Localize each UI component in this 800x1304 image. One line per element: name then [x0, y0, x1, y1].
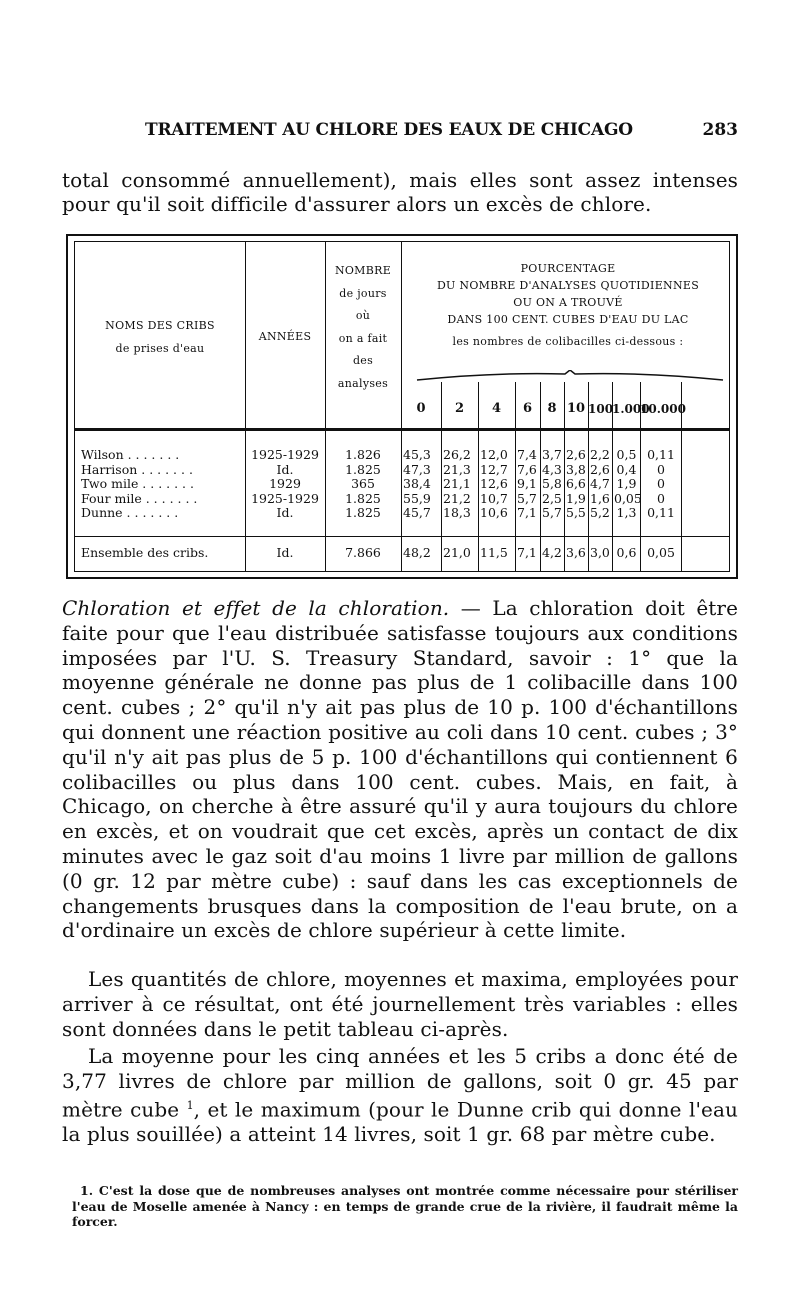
row-value: 1,9 — [566, 490, 586, 506]
row-value: 7,1 — [517, 545, 537, 560]
quantities-paragraph: Les quantités de chlore, moyennes et maxima, employées pour arriver à ce résultat, ont été journellement très variables : elles sont données dans le petit tableau ci-après. — [62, 967, 738, 1041]
row-year: 1925-1929 — [251, 447, 319, 462]
header-pct-line: DU NOMBRE D'ANALYSES QUOTIDIENNES — [436, 279, 700, 292]
row-value: 0,05 — [614, 490, 642, 506]
row-name: Four mile . . . . . . . — [81, 491, 198, 506]
table-inner-border — [74, 241, 730, 572]
header-year: ANNÉES — [258, 330, 312, 343]
row-value: 2,6 — [566, 447, 586, 462]
row-value: 10,7 — [480, 490, 508, 506]
row-value: 21,1 — [443, 476, 471, 491]
row-name: Wilson . . . . . . . — [81, 448, 180, 462]
pct-col-label: 8 — [547, 401, 557, 416]
row-count: 1.825 — [345, 461, 381, 477]
row-value: 0,11 — [647, 447, 675, 462]
row-name: Harrison . . . . . . . — [81, 462, 193, 477]
row-year: 1925-1929 — [251, 490, 319, 506]
row-name: Ensemble des cribs. — [81, 546, 209, 560]
chloration-paragraph — [62, 596, 738, 943]
row-value: 5,5 — [566, 505, 586, 520]
paragraph-text: , et le maximum (pour le Dunne crib qui donne l'eau la plus souillée) a atteint 14 livres, soit 1 gr. 68 par mètre cube. — [62, 1097, 738, 1147]
row-value: 26,2 — [443, 447, 471, 462]
row-value: 55,9 — [403, 490, 431, 506]
row-name: Two mile . . . . . . . — [81, 477, 194, 491]
row-count: 1.826 — [345, 447, 381, 462]
coliform-table — [66, 234, 738, 579]
row-value: 0 — [657, 461, 665, 477]
header-name-line: NOMS DES CRIBS — [105, 319, 215, 332]
row-value: 2,5 — [542, 490, 562, 506]
row-value: 0,5 — [616, 447, 637, 462]
row-value: 0 — [657, 490, 665, 506]
row-value: 1,9 — [616, 476, 637, 491]
running-title: TRAITEMENT AU CHLORE DES EAUX DE CHICAGO — [145, 120, 633, 140]
intro-paragraph: total consommé annuellement), mais elles sont assez intenses pour qu'il soit difficile d'assurer alors un excès de chlore. — [62, 168, 738, 216]
header-count-line: on a fait — [338, 331, 388, 345]
brace-flourish-icon — [415, 370, 725, 382]
row-value: 4,2 — [542, 545, 562, 560]
paragraph-text: La moyenne pour les cinq années et les 5 cribs a donc été de 3,77 livres de chlore par million de gallons, soit 0 gr. 45 par mètre cube — [62, 1044, 738, 1122]
pct-col-label: 2 — [454, 401, 465, 416]
row-count: 1.825 — [345, 490, 381, 506]
running-head — [145, 120, 738, 146]
col-rule — [245, 242, 246, 571]
row-value: 4,7 — [590, 476, 610, 491]
section-title: Chloration et effet de la chloration. — [62, 596, 450, 620]
row-value: 2,6 — [590, 461, 610, 477]
row-value: 12,7 — [480, 461, 508, 477]
row-value: 1,3 — [616, 505, 637, 520]
row-name: Dunne . . . . . . . — [81, 506, 179, 520]
row-value: 5,2 — [590, 505, 610, 520]
average-paragraph — [62, 1044, 738, 1147]
row-value: 12,6 — [480, 476, 508, 491]
row-value: 10,6 — [480, 505, 508, 520]
row-year: Id. — [276, 461, 294, 477]
row-value: 0,4 — [616, 461, 637, 477]
header-pct-line: POURCENTAGE — [520, 262, 616, 275]
pct-col-label: 10.000 — [640, 402, 686, 416]
header-pct-line: DANS 100 CENT. CUBES D'EAU DU LAC — [447, 313, 689, 326]
row-value: 9,1 — [517, 476, 537, 491]
row-value: 21,0 — [443, 545, 471, 560]
pct-col-label: 6 — [522, 401, 533, 416]
row-value: 7,1 — [517, 505, 537, 520]
pct-col-label: 0 — [416, 401, 426, 416]
page-number: 283 — [702, 120, 738, 140]
row-value: 47,3 — [403, 461, 431, 477]
row-year: 1929 — [269, 476, 301, 491]
row-value: 7,4 — [517, 447, 537, 462]
row-value: 21,3 — [443, 461, 471, 477]
row-value: 5,7 — [542, 505, 562, 520]
pct-col-label: 100 — [588, 402, 614, 416]
paragraph-text: — La chloration doit être faite pour que l'eau distribuée satisfasse toujours aux conditions imposées par l'U. S. Treasury Standard, savoir : 1° que la moyenne générale ne donne pas plus de 1 colibacille dans 100 cent. cubes ; 2° qu'il n'y ait pas plus de 10 p. 100 d'échantillons qui donnent une réaction positive au coli dans 10 cent. cubes ; 3° qu'il n'y ait pas plus de 5 p. 100 d'échantillons qui contiennent 6 colibacilles ou plus dans 100 cent. cubes. Mais, en fait, à Chicago, on cherche à être assuré qu'il y aura toujours du chlore en excès, et on voudrait que cet excès, après un contact de dix minutes avec le gaz soit d'au moins 1 livre par million de gallons (0 gr. 12 par mètre cube) : sauf dans les cas exceptionnels de changements brusques dans la composition de l'eau brute, on a d'ordinaire un excès de chlore supérieur à cette limite. — [62, 596, 739, 943]
footnote-text: C'est la dose que de nombreuses analyses ont montrée comme nécessaire pour stériliser l'eau de Moselle amenée à Nancy : en temps de grande crue de la rivière, il faudrait même la forcer. — [72, 1183, 738, 1229]
row-value: 2,2 — [590, 447, 610, 462]
row-value: 5,8 — [542, 476, 562, 491]
row-value: 12,0 — [480, 447, 508, 462]
footnote — [72, 1183, 738, 1230]
row-value: 0 — [657, 476, 665, 491]
row-value: 3,0 — [590, 545, 610, 560]
header-name — [75, 318, 245, 356]
row-count: 365 — [351, 476, 375, 491]
row-value: 18,3 — [443, 505, 471, 520]
header-count-line: analyses — [337, 376, 389, 390]
row-value: 3,6 — [566, 545, 586, 560]
row-value: 5,7 — [517, 490, 537, 506]
row-year: Id. — [276, 545, 294, 560]
row-value: 0,11 — [647, 505, 675, 520]
row-year: Id. — [276, 505, 294, 520]
pct-col-label: 4 — [491, 401, 502, 416]
header-pct-line: les nombres de colibacilles ci-dessous : — [452, 335, 684, 348]
row-value: 45,7 — [403, 505, 431, 520]
row-value: 45,3 — [403, 447, 431, 462]
row-value: 21,2 — [443, 490, 471, 506]
row-count: 1.825 — [345, 505, 381, 520]
row-value: 4,3 — [542, 461, 562, 477]
row-count: 7.866 — [345, 545, 381, 560]
header-name-line: de prises d'eau — [115, 342, 205, 355]
header-count-line: des — [352, 354, 374, 367]
pct-col-label: 1.000 — [612, 402, 650, 416]
row-value: 0,6 — [616, 545, 637, 560]
header-count — [325, 260, 401, 395]
row-value: 11,5 — [480, 545, 508, 560]
total-rule — [75, 536, 729, 537]
footnote-number: 1. — [80, 1183, 94, 1198]
row-value: 6,6 — [566, 476, 586, 491]
header-count-line: de jours — [339, 286, 387, 300]
header-pct-line: OU ON A TROUVÉ — [513, 296, 623, 309]
row-value: 1,6 — [590, 490, 610, 506]
row-value: 3,7 — [542, 447, 562, 462]
pct-col-label: 10 — [566, 401, 586, 416]
row-value: 0,05 — [647, 545, 675, 560]
footnote-ref: 1 — [186, 1098, 194, 1112]
row-value: 7,6 — [517, 461, 537, 477]
header-pct — [401, 260, 735, 350]
header-count-line: où — [355, 309, 371, 322]
row-value: 38,4 — [403, 476, 431, 491]
row-value: 3,8 — [566, 461, 586, 477]
header-count-line: NOMBRE — [334, 264, 392, 277]
header-rule — [75, 428, 729, 431]
row-value: 48,2 — [403, 545, 431, 560]
